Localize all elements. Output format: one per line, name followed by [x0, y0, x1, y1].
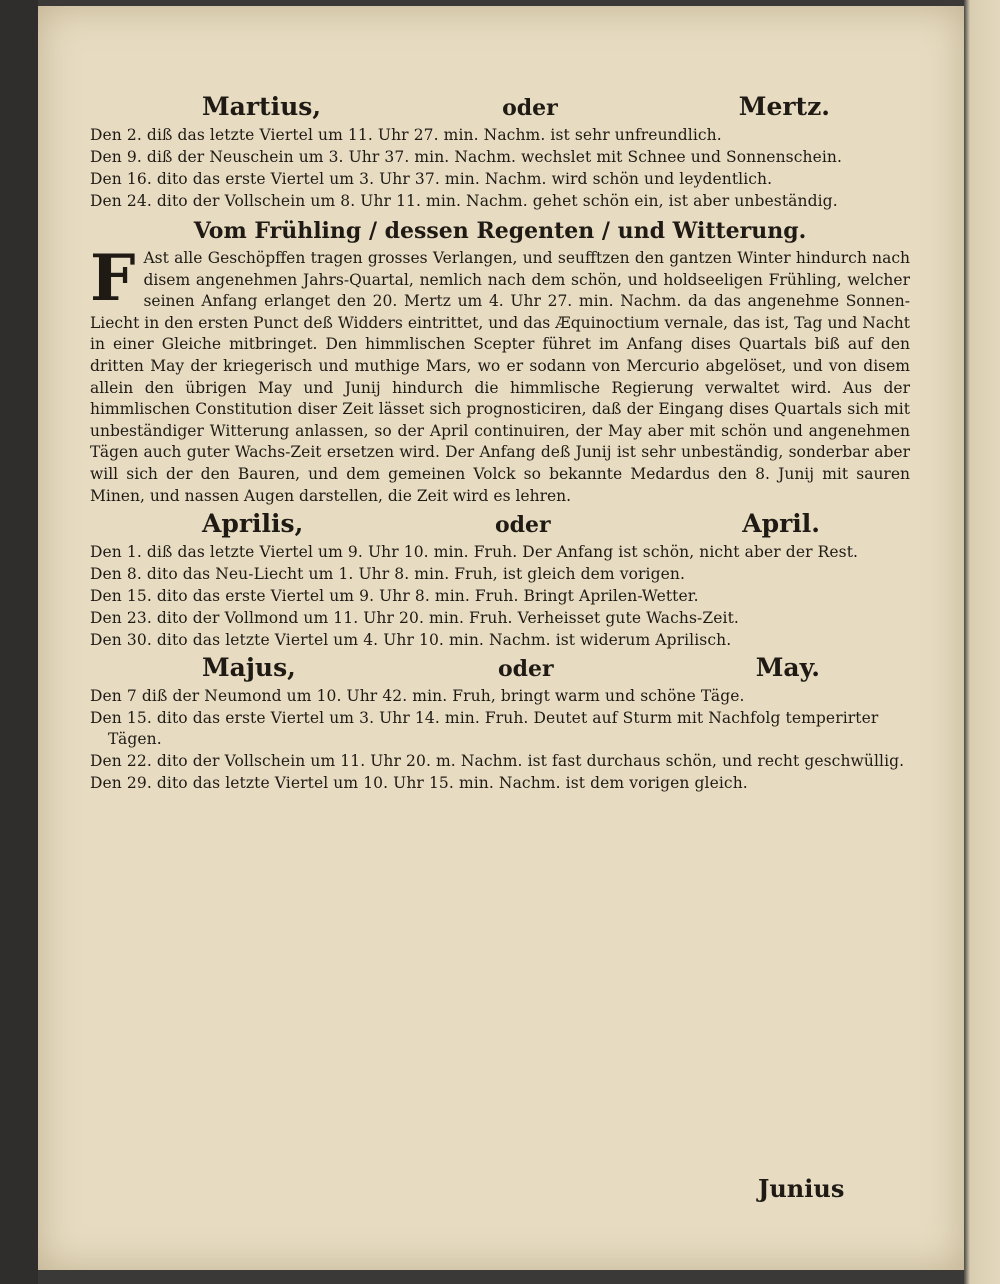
spring-text: Ast alle Geschöpffen tragen grosses Verlangen, und seufftzen den gantzen Winter hindurch nach disem angenehmen Jahrs-Quartal, nemlich nach dem schön, und holdseeligen Frühling, welcher seinen Anfang erlanget den 20. Mertz um 4. Uhr 27. min. Nachm. da das angenehme Sonnen-Liecht in den ersten Punct deß Widders eintrittet, und das Æquinoctium vernale, das ist, Tag und Nacht in einer Gleiche mitbringet. Den himmlischen Scepter führet im Anfang dises Quartals biß auf den dritten May der kriegerisch und muthige Mars, wo er sodann von Mercurio abgelöset, und von disem allein den übrigen May und Junij hindurch die himmlische Regierung verwaltet wird. Aus der himmlischen Constitution diser Zeit lässet sich prognosticiren, daß der Eingang dises Quartals sich mit unbeständiger Witterung anlassen, so der April continuiren, der May aber mit schön und angenehmen Tägen auch guter Wachs-Zeit ersetzen wird. Der Anfang deß Junij ist sehr unbeständig, sonderbar aber will sich der den Bauren, und dem gemeinen Volck so bekannte Medardus den 8. Junij mit sauren Minen, und nassen Augen darstellen, die Zeit wird es lehren. [90, 249, 910, 505]
spring-paragraph [90, 241, 910, 507]
drop-capital: F [90, 241, 136, 316]
moon-entry: Den 15. dito das erste Viertel um 9. Uhr 8. min. Fruh. Bringt Aprilen-Wetter. [90, 587, 699, 606]
section-title-spring: Vom Frühling / dessen Regenten / und Witterung. [193, 218, 807, 244]
moon-entry: Den 23. dito der Vollmond um 11. Uhr 20. min. Fruh. Verheisset gute Wachs-Zeit. [90, 609, 739, 628]
book-binding-shadow [0, 0, 38, 1284]
moon-entry: Den 30. dito das letzte Viertel um 4. Uhr 10. min. Nachm. ist widerum Aprilisch. [90, 631, 732, 650]
moon-entry: Den 9. diß der Neuschein um 3. Uhr 37. min. Nachm. wechslet mit Schnee und Sonnenschein. [90, 148, 843, 166]
moon-entry: Den 16. dito das erste Viertel um 3. Uhr 37. min. Nachm. wird schön und leydentlich. [90, 170, 773, 188]
moon-entry: Den 29. dito das letzte Viertel um 10. Uhr 15. min. Nachm. ist dem vorigen gleich. [90, 774, 748, 793]
next-page-edge [964, 0, 1000, 1284]
moon-entry: Den 15. dito das erste Viertel um 3. Uhr 14. min. Fruh. Deutet auf Sturm mit Nachfolg temperirter Tägen. [90, 709, 879, 749]
moon-entry: Den 1. diß das letzte Viertel um 9. Uhr 10. min. Fruh. Der Anfang ist schön, nicht aber der Rest. [90, 543, 859, 562]
moon-entry: Den 8. dito das Neu-Liecht um 1. Uhr 8. min. Fruh, ist gleich dem vorigen. [90, 565, 685, 584]
month-german: May. [755, 653, 820, 683]
page-content [90, 92, 910, 795]
month-latin: Aprilis, [202, 509, 304, 539]
month-latin: Martius, [202, 92, 322, 121]
moon-entry: Den 2. diß das letzte Viertel um 11. Uhr 27. min. Nachm. ist sehr unfreundlich. [90, 126, 722, 144]
month-german: April. [742, 509, 820, 539]
month-oder: oder [502, 95, 558, 121]
catchword: Junius [758, 1174, 845, 1203]
month-latin: Majus, [202, 653, 296, 683]
moon-entry: Den 22. dito der Vollschein um 11. Uhr 20. m. Nachm. ist fast durchaus schön, und recht geschwüllig. [90, 752, 905, 771]
moon-entry: Den 24. dito der Vollschein um 8. Uhr 11. min. Nachm. gehet schön ein, ist aber unbeständig. [90, 192, 838, 210]
moon-entry: Den 7 diß der Neumond um 10. Uhr 42. min. Fruh, bringt warm und schöne Täge. [90, 687, 745, 706]
month-german: Mertz. [738, 92, 830, 121]
document-page [38, 6, 964, 1270]
month-heading-march [90, 92, 910, 123]
month-heading-april [90, 509, 910, 540]
month-oder: oder [497, 656, 554, 683]
month-heading-may [90, 653, 910, 684]
month-oder: oder [494, 512, 551, 539]
